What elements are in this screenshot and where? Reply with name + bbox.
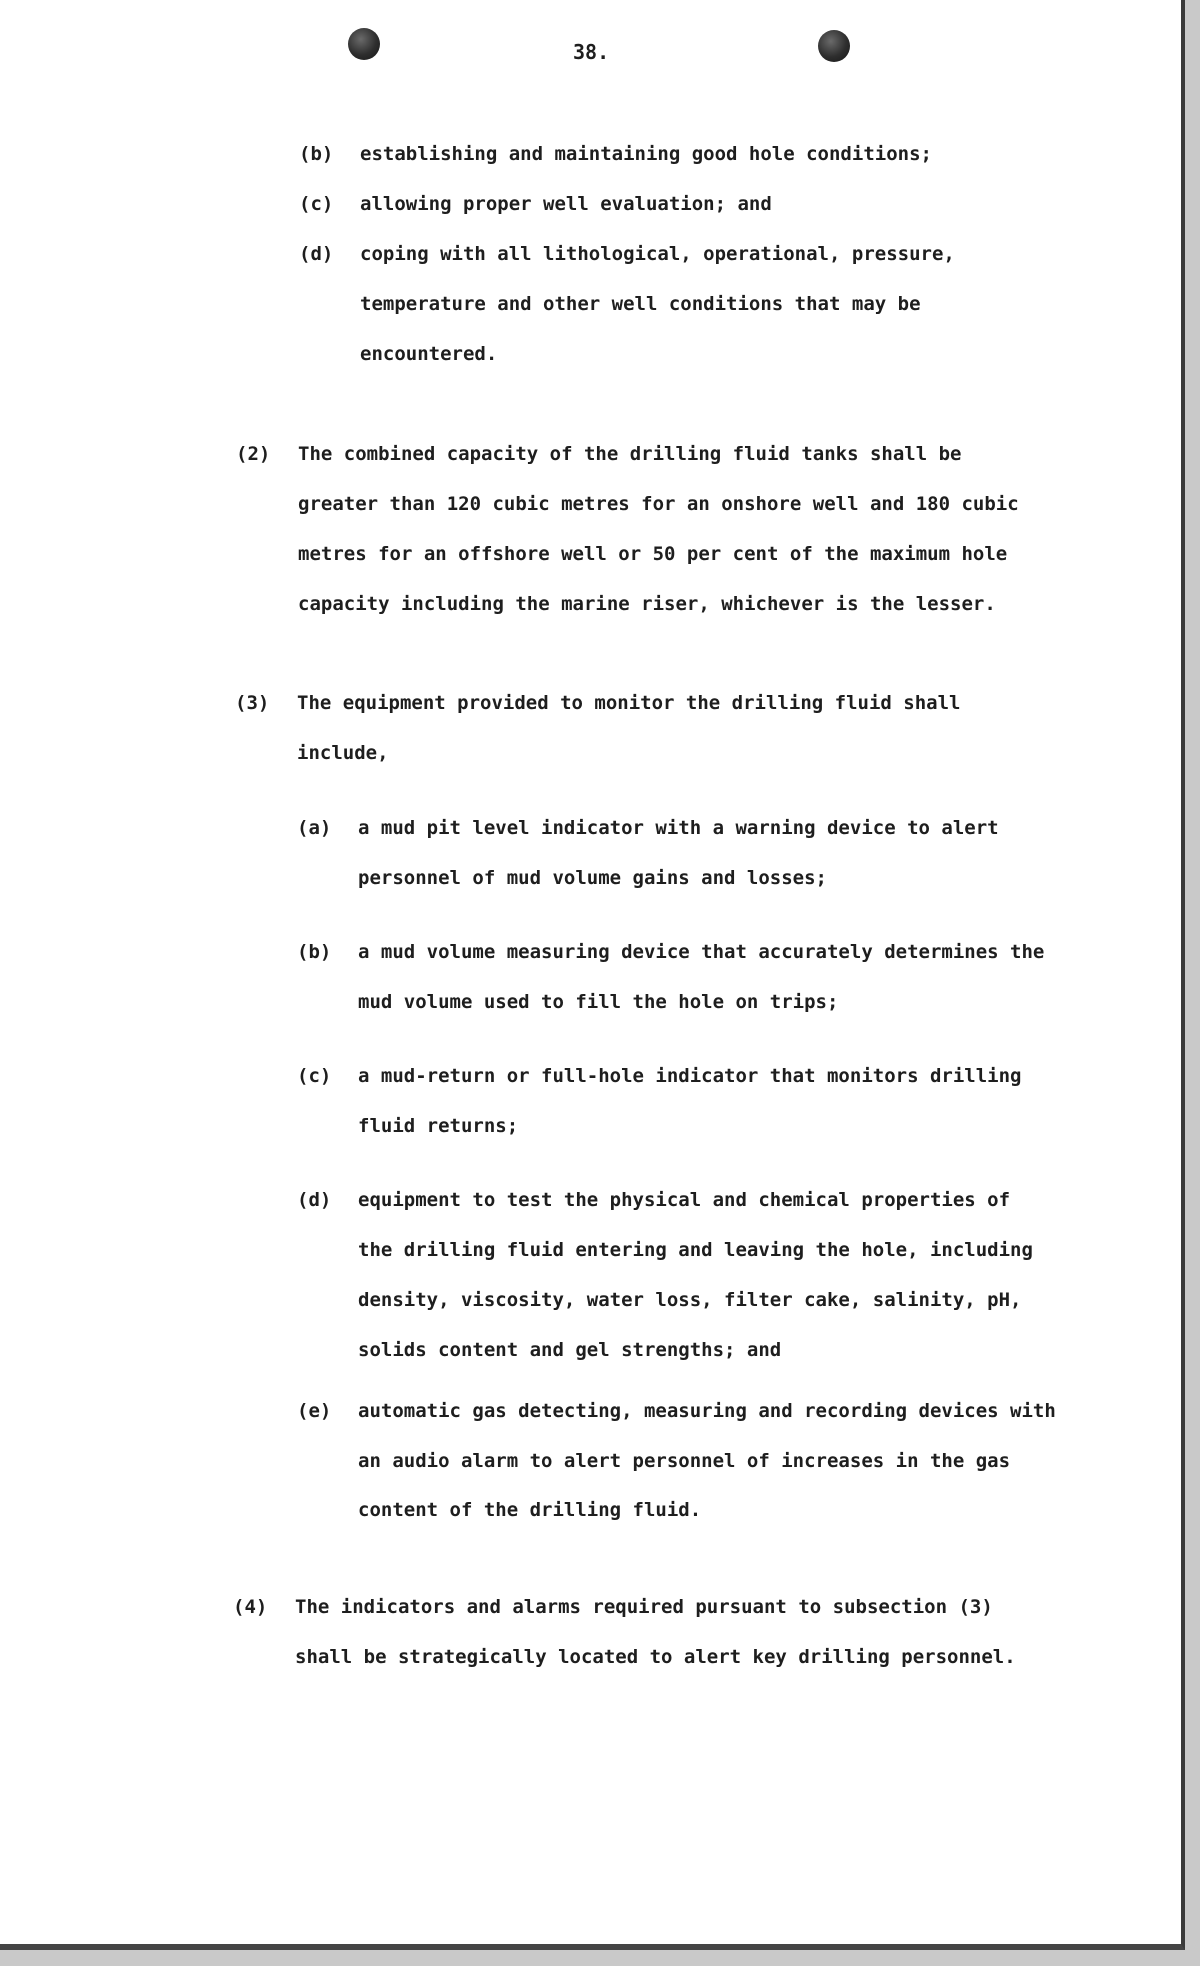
subsection-4-line2: shall be strategically located to alert key drilling personnel. <box>295 1646 1016 1668</box>
item-d-text-line2: temperature and other well conditions that may be <box>360 293 921 315</box>
subsection-3-line1: The equipment provided to monitor the drilling fluid shall <box>297 692 961 714</box>
item-3b-line1: a mud volume measuring device that accurately determines the <box>358 941 1045 963</box>
subsection-2-marker: (2) <box>236 443 271 465</box>
item-b-text: establishing and maintaining good hole conditions; <box>360 143 932 165</box>
page-number: 38. <box>573 40 610 64</box>
item-3d-line2: the drilling fluid entering and leaving the hole, including <box>358 1239 1033 1261</box>
item-b-marker: (b) <box>299 143 334 165</box>
item-d-marker: (d) <box>299 243 334 265</box>
item-3e-line2: an audio alarm to alert personnel of increases in the gas <box>358 1450 1011 1472</box>
subsection-3-line2: include, <box>297 742 389 764</box>
item-3d-line3: density, viscosity, water loss, filter cake, salinity, pH, <box>358 1289 1022 1311</box>
subsection-4-line1: The indicators and alarms required pursuant to subsection (3) <box>295 1596 993 1618</box>
item-3d-marker: (d) <box>297 1189 332 1211</box>
subsection-2-line4: capacity including the marine riser, whichever is the lesser. <box>298 593 996 615</box>
item-3e-marker: (e) <box>297 1400 332 1422</box>
item-3e-line1: automatic gas detecting, measuring and recording devices with <box>358 1400 1056 1422</box>
subsection-3-marker: (3) <box>235 692 270 714</box>
item-3b-line2: mud volume used to fill the hole on trips; <box>358 991 839 1013</box>
subsection-2-line1: The combined capacity of the drilling fluid tanks shall be <box>298 443 962 465</box>
item-3d-line4: solids content and gel strengths; and <box>358 1339 782 1361</box>
item-3b-marker: (b) <box>297 941 332 963</box>
item-3d-line1: equipment to test the physical and chemical properties of <box>358 1189 1011 1211</box>
item-3a-line2: personnel of mud volume gains and losses; <box>358 867 827 889</box>
item-3c-line1: a mud-return or full-hole indicator that monitors drilling <box>358 1065 1022 1087</box>
punch-hole-right <box>818 30 850 62</box>
subsection-2-line3: metres for an offshore well or 50 per cent of the maximum hole <box>298 543 1008 565</box>
item-d-text-line3: encountered. <box>360 343 498 365</box>
subsection-2-line2: greater than 120 cubic metres for an onshore well and 180 cubic <box>298 493 1019 515</box>
item-3c-marker: (c) <box>297 1065 332 1087</box>
item-d-text-line1: coping with all lithological, operational, pressure, <box>360 243 955 265</box>
item-c-marker: (c) <box>299 193 334 215</box>
punch-hole-left <box>348 28 380 60</box>
subsection-4-marker: (4) <box>233 1596 268 1618</box>
item-3a-marker: (a) <box>297 817 332 839</box>
item-3e-line3: content of the drilling fluid. <box>358 1499 702 1521</box>
item-c-text: allowing proper well evaluation; and <box>360 193 772 215</box>
item-3c-line2: fluid returns; <box>358 1115 519 1137</box>
item-3a-line1: a mud pit level indicator with a warning device to alert <box>358 817 999 839</box>
